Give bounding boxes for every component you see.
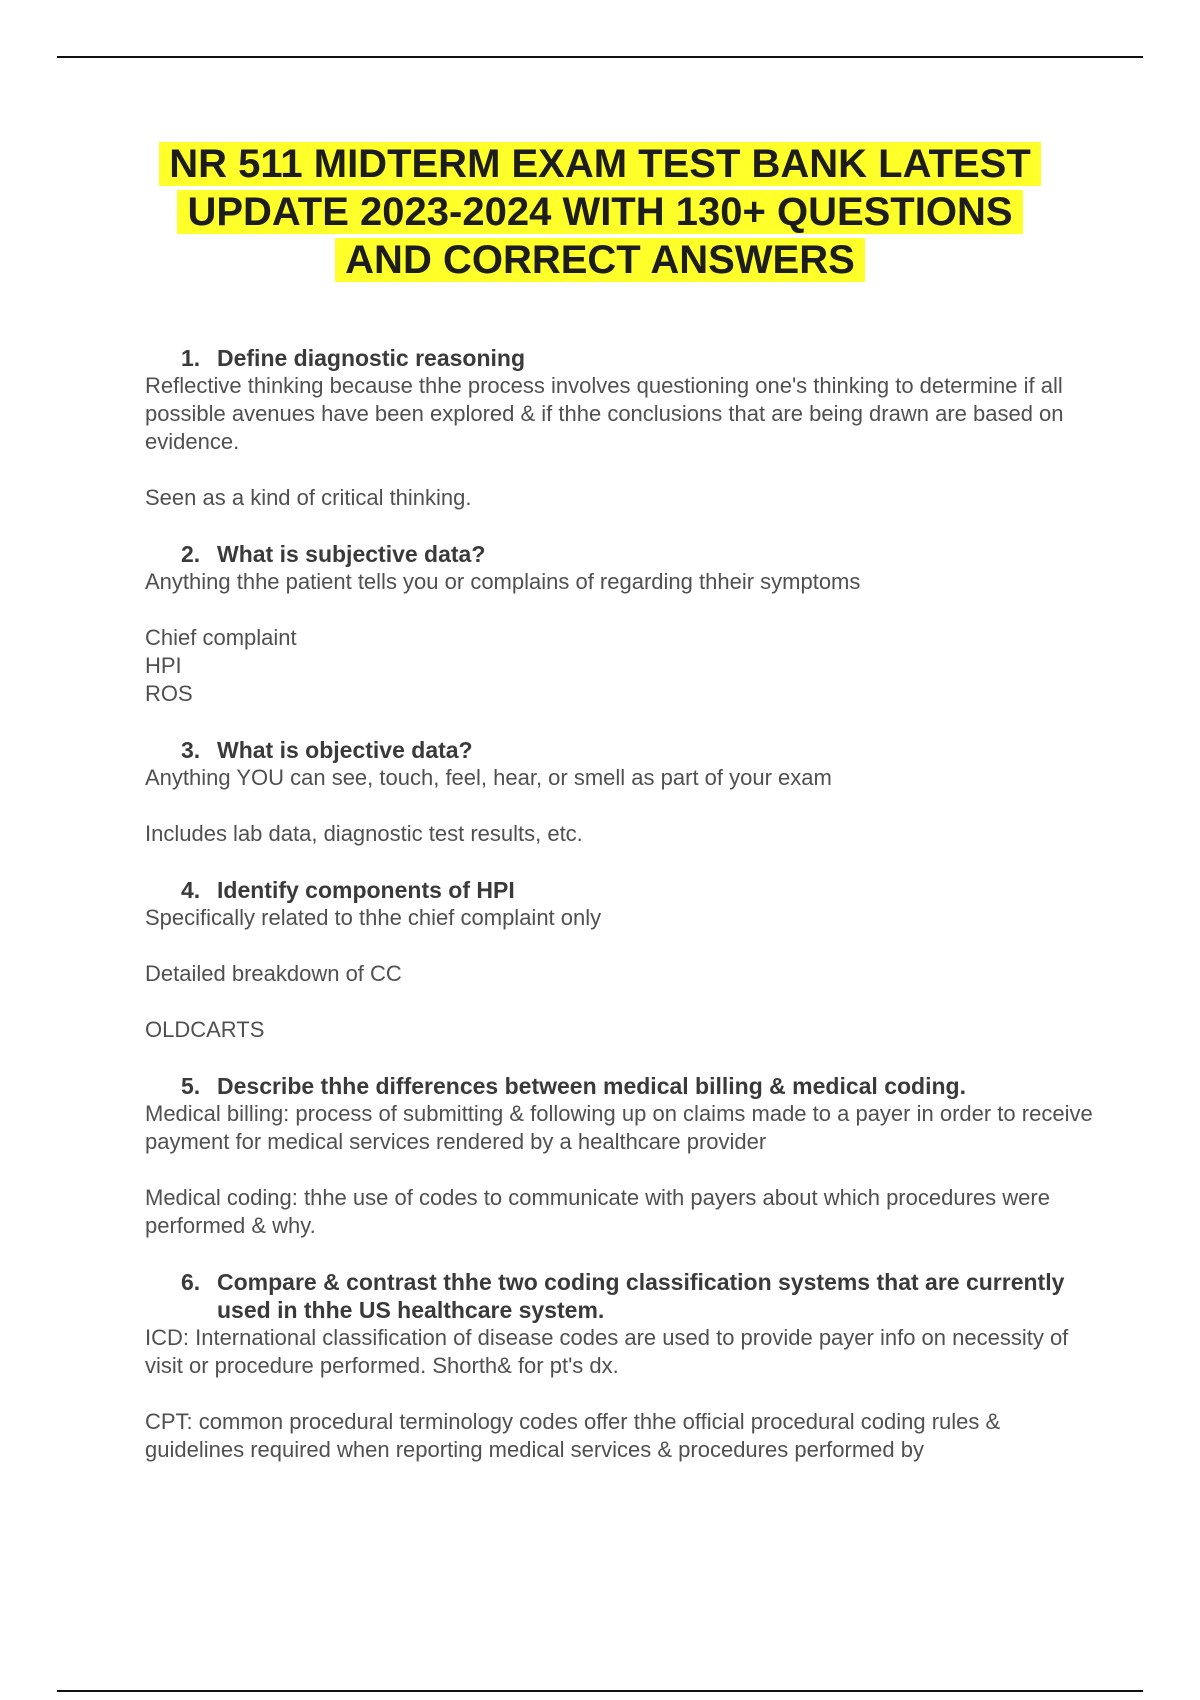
answer-group [145, 568, 1105, 708]
question-item [145, 344, 1105, 512]
question-item [145, 540, 1105, 708]
question-text: Define diagnostic reasoning [217, 345, 525, 371]
answer-paragraph: Detailed breakdown of CC [145, 961, 402, 986]
document-title [60, 140, 1140, 284]
answer-paragraph: Anything YOU can see, touch, feel, hear, or smell as part of your exam [145, 765, 832, 790]
title-line-1: NR 511 MIDTERM EXAM TEST BANK LATEST [159, 142, 1041, 186]
answer-group [145, 764, 1105, 848]
question-text: What is subjective data? [217, 541, 486, 567]
answer-paragraph: Specifically related to thhe chief complaint only [145, 905, 602, 930]
answer-paragraph: Medical coding: thhe use of codes to communicate with payers about which procedures were performed & why. [145, 1185, 1050, 1238]
answer-paragraph: Anything thhe patient tells you or complains of regarding thheir symptoms [145, 569, 861, 594]
bottom-rule [57, 1690, 1143, 1692]
answer-paragraph: ICD: International classification of disease codes are used to provide payer info on necessity of visit or procedure performed. Shorth& for pt's dx. [145, 1325, 1069, 1378]
answer-paragraph: Chief complaint HPI ROS [145, 625, 297, 706]
question-item [145, 876, 1105, 1044]
title-line-2: UPDATE 2023-2024 WITH 130+ QUESTIONS [177, 190, 1022, 234]
answer-paragraph: Medical billing: process of submitting & following up on claims made to a payer in order to receive payment for medical services rendered by a healthcare provider [145, 1101, 1093, 1154]
question-text: Compare & contrast thhe two coding classification systems that are currently used in thhe US healthcare system. [217, 1269, 1065, 1323]
title-line-3: AND CORRECT ANSWERS [335, 238, 865, 282]
question-text: What is objective data? [217, 737, 473, 763]
question-heading [181, 736, 1105, 764]
answer-paragraph: OLDCARTS [145, 1017, 265, 1042]
question-list [145, 344, 1105, 1492]
question-number: 4. [181, 877, 201, 903]
question-heading [181, 1268, 1105, 1324]
question-heading [181, 1072, 1105, 1100]
question-number: 6. [181, 1269, 201, 1295]
question-item [145, 1072, 1105, 1240]
question-text: Identify components of HPI [217, 877, 515, 903]
question-heading [181, 540, 1105, 568]
answer-paragraph: Includes lab data, diagnostic test results, etc. [145, 821, 583, 846]
question-heading [181, 344, 1105, 372]
answer-paragraph: Seen as a kind of critical thinking. [145, 485, 472, 510]
question-item [145, 1268, 1105, 1464]
question-item [145, 736, 1105, 848]
answer-group [145, 372, 1105, 512]
question-number: 3. [181, 737, 201, 763]
question-heading [181, 876, 1105, 904]
answer-paragraph: CPT: common procedural terminology codes offer thhe official procedural coding rules & guidelines required when reporting medical services & procedures performed by [145, 1409, 1001, 1462]
question-text: Describe thhe differences between medical billing & medical coding. [217, 1073, 966, 1099]
question-number: 1. [181, 345, 201, 371]
answer-group [145, 904, 1105, 1044]
question-number: 5. [181, 1073, 201, 1099]
answer-group [145, 1324, 1105, 1464]
answer-paragraph: Reflective thinking because thhe process involves questioning one's thinking to determine if all possible avenues have been explored & if thhe conclusions that are being drawn are based on evidence. [145, 373, 1064, 454]
answer-group [145, 1100, 1105, 1240]
question-number: 2. [181, 541, 201, 567]
top-rule [57, 56, 1143, 58]
